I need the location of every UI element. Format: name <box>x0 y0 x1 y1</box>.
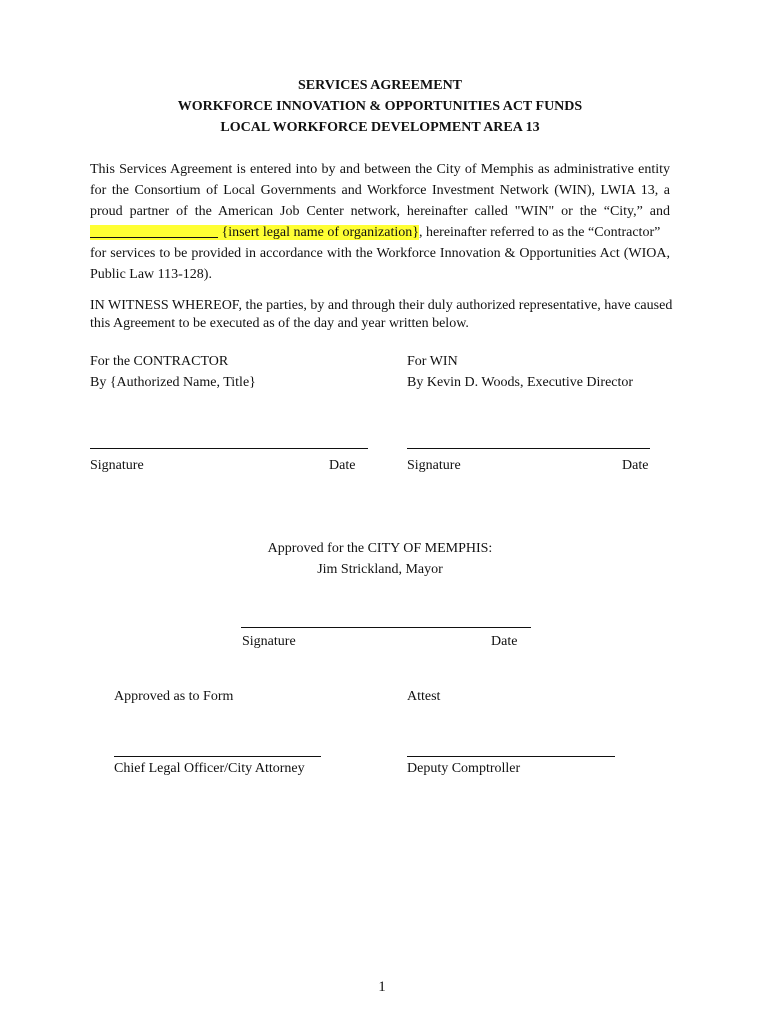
win-date-label: Date <box>622 458 649 473</box>
win-heading: For WIN <box>407 354 458 369</box>
witness-line-2: this Agreement to be executed as of the day and year written below. <box>90 316 469 331</box>
title-line-2: WORKFORCE INNOVATION & OPPORTUNITIES ACT FUNDS <box>177 99 583 114</box>
city-signature-line[interactable] <box>241 627 531 628</box>
organization-blank <box>90 223 218 238</box>
contractor-by: By {Authorized Name, Title} <box>90 375 256 390</box>
contractor-signature-label: Signature <box>90 458 144 473</box>
win-by: By Kevin D. Woods, Executive Director <box>407 375 634 390</box>
city-date-label: Date <box>491 634 518 649</box>
legal-officer-signature-line[interactable] <box>114 756 321 757</box>
intro-line-1: This Services Agreement is entered into by and between the City of Memphis as administrative entity <box>90 162 670 177</box>
win-signature-line[interactable] <box>407 448 650 449</box>
organization-name-field[interactable] <box>90 225 419 240</box>
attest-label: Attest <box>407 689 441 704</box>
title-line-3: LOCAL WORKFORCE DEVELOPMENT AREA 13 <box>220 120 540 135</box>
city-signature-label: Signature <box>242 634 296 649</box>
intro-line-4 <box>90 222 670 243</box>
comptroller-label: Deputy Comptroller <box>407 761 521 776</box>
intro-line-6: Public Law 113-128). <box>90 267 212 282</box>
intro-line-4-rest: , hereinafter referred to as the “Contractor” <box>418 225 661 240</box>
contractor-date-label: Date <box>329 458 356 473</box>
page-number: 1 <box>378 979 386 995</box>
win-signature-label: Signature <box>407 458 461 473</box>
intro-line-5: for services to be provided in accordance with the Workforce Innovation & Opportunities Act (WIOA, <box>90 246 670 261</box>
mayor-name: Jim Strickland, Mayor <box>317 562 443 577</box>
title-line-1: SERVICES AGREEMENT <box>297 78 463 93</box>
contractor-signature-line[interactable] <box>90 448 368 449</box>
city-approved-label: Approved for the CITY OF MEMPHIS: <box>267 541 493 556</box>
intro-line-2: for the Consortium of Local Governments and Workforce Investment Network (WIN), LWIA 13, a <box>90 183 670 198</box>
legal-officer-label: Chief Legal Officer/City Attorney <box>114 761 305 776</box>
intro-line-3: proud partner of the American Job Center network, hereinafter called "WIN" or the “City,” and <box>90 204 670 219</box>
approved-as-to-form-label: Approved as to Form <box>114 689 234 704</box>
organization-placeholder: {insert legal name of organization} <box>221 225 419 240</box>
witness-line-1: IN WITNESS WHEREOF, the parties, by and through their duly authorized representative, have caused <box>90 298 673 313</box>
contractor-heading: For the CONTRACTOR <box>90 354 229 369</box>
comptroller-signature-line[interactable] <box>407 756 615 757</box>
